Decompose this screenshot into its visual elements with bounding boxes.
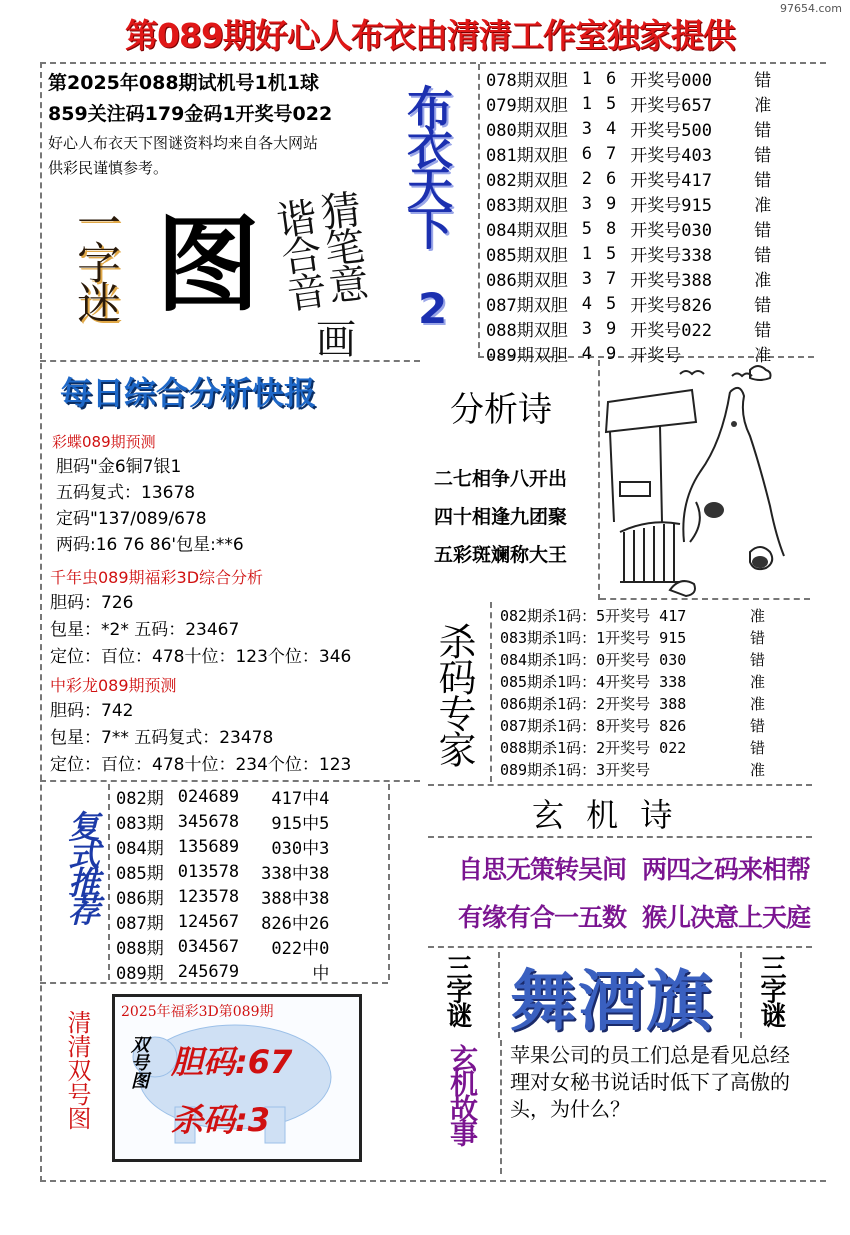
qiannianchong-title: 千年虫089期福彩3D综合分析 xyxy=(50,568,264,587)
history-draw: 开奖号417 xyxy=(630,171,712,191)
compound-result: 915中5 xyxy=(271,814,330,834)
xuanji-line1-right: 两四之码来相帮 xyxy=(642,855,811,884)
history-draw: 开奖号826 xyxy=(630,296,712,316)
frame-left-border xyxy=(40,62,42,1182)
history-draw: 开奖号388 xyxy=(630,271,712,291)
history-digit2: 7 xyxy=(605,143,617,164)
history-digit1: 5 xyxy=(581,218,592,239)
history-digit2: 7 xyxy=(605,268,617,289)
caidie-line2: 五码复式：13678 xyxy=(56,483,196,503)
compound-result: 417中4 xyxy=(271,789,330,809)
history-digit2: 9 xyxy=(605,343,617,364)
history-result: 准 xyxy=(754,96,772,116)
history-period: 082期双胆 xyxy=(486,171,568,191)
kill-code-text: 089期杀1码：3开奖号 xyxy=(500,760,651,779)
story-text: 苹果公司的员工们总是看见总经理对女秘书说话时低下了高傲的头，为什么？ xyxy=(510,1043,790,1121)
table-row xyxy=(500,692,765,714)
table-row xyxy=(486,266,771,291)
history-result: 错 xyxy=(754,321,772,341)
compound-combo: 135689 xyxy=(177,836,240,857)
puzzle-image xyxy=(48,187,378,363)
history-period: 086期双胆 xyxy=(486,271,568,291)
history-digit1: 3 xyxy=(581,193,592,214)
compound-result: 中 xyxy=(312,964,330,984)
table-row xyxy=(500,736,765,758)
kill-code-result: 错 xyxy=(750,738,766,757)
table-row xyxy=(486,216,771,241)
qingqing-sha-label: 杀码:3 xyxy=(171,1101,271,1139)
intro-line-focus: 859关注码179金码1开奖号022 xyxy=(48,103,333,125)
history-result: 错 xyxy=(754,71,772,91)
scene-sketch-icon xyxy=(600,362,810,598)
puzzle-right-col3: 画 xyxy=(316,317,356,363)
history-result: 错 xyxy=(754,171,772,191)
history-digit1: 1 xyxy=(581,68,592,89)
sketch-illustration xyxy=(600,362,810,600)
history-digit2: 4 xyxy=(605,118,617,139)
xuanji-line1-left: 自思无策转吴间 xyxy=(458,855,627,884)
kill-code-box xyxy=(490,602,804,782)
zhongcailong-line3: 定位：百位：478十位：234个位：123 xyxy=(50,755,352,775)
table-row xyxy=(486,66,771,91)
kill-code-result: 准 xyxy=(750,606,766,625)
history-digit1: 3 xyxy=(581,268,592,289)
compound-combo: 024689 xyxy=(177,786,240,807)
compound-combo: 124567 xyxy=(177,911,240,932)
three-char-left-box xyxy=(438,952,500,1038)
history-result: 错 xyxy=(754,146,772,166)
caidie-line1: 胆码"金6铜7银1 xyxy=(56,457,182,477)
three-char-right-box xyxy=(740,952,806,1038)
poem-title: 分析诗 xyxy=(450,390,552,430)
history-period: 085期双胆 xyxy=(486,246,568,266)
caidie-title: 彩蝶089期预测 xyxy=(52,433,156,451)
caidie-line3: 定码"137/089/678 xyxy=(56,509,207,529)
history-digit2: 5 xyxy=(605,93,617,114)
history-digit2: 9 xyxy=(605,193,617,214)
table-row xyxy=(500,604,765,626)
compound-period: 088期 xyxy=(116,939,164,959)
table-row xyxy=(486,191,771,216)
kill-code-text: 087期杀1码：8开奖号 826 xyxy=(500,716,687,735)
kill-code-title: 杀码专家 xyxy=(432,622,476,766)
poem-line1: 二七相争八开出 xyxy=(434,468,568,490)
kill-code-result: 准 xyxy=(750,760,766,779)
history-period: 088期双胆 xyxy=(486,321,568,341)
kill-code-result: 错 xyxy=(750,628,766,647)
story-box xyxy=(500,1040,794,1174)
compound-combo: 034567 xyxy=(177,936,240,957)
poem-line2: 四十相逢九团聚 xyxy=(434,506,568,528)
history-period: 083期双胆 xyxy=(486,196,568,216)
history-digit1: 1 xyxy=(581,93,592,114)
history-result: 错 xyxy=(754,121,772,141)
qiannianchong-section xyxy=(50,566,420,671)
qingqing-box-title: 2025年福彩3D第089期 xyxy=(121,1004,274,1020)
table-row xyxy=(116,809,329,834)
puzzle-right-col2: 猜笔意 xyxy=(312,187,370,304)
history-digit1: 4 xyxy=(581,343,592,364)
history-digit1: 6 xyxy=(581,143,592,164)
compound-result: 022中0 xyxy=(271,939,330,959)
puzzle-right-col1: 谐合音 xyxy=(267,195,329,312)
qingqing-box-side: 双号图 xyxy=(128,1035,149,1089)
compound-result: 030中3 xyxy=(271,839,330,859)
qiannianchong-line3: 定位：百位：478十位：123个位：346 xyxy=(50,647,352,667)
history-draw: 开奖号000 xyxy=(630,71,712,91)
table-row xyxy=(486,116,771,141)
table-row xyxy=(500,648,765,670)
history-draw: 开奖号022 xyxy=(630,321,712,341)
qingqing-box xyxy=(112,994,362,1162)
history-draw: 开奖号403 xyxy=(630,146,712,166)
compound-title: 复式推荐 xyxy=(63,810,101,922)
table-row xyxy=(500,670,765,692)
history-digit2: 9 xyxy=(605,318,617,339)
history-digit2: 5 xyxy=(605,243,617,264)
history-digit2: 6 xyxy=(605,68,617,89)
intro-line-source: 好心人布衣天下图谜资料均来自各大网站 xyxy=(48,134,319,152)
three-char-right-label: 三字谜 xyxy=(756,954,786,1026)
history-box xyxy=(478,64,814,366)
history-result: 准 xyxy=(754,271,772,291)
compound-result: 388中38 xyxy=(261,889,330,909)
zhongcailong-line1: 胆码：742 xyxy=(50,701,134,721)
zhongcailong-title: 中彩龙089期预测 xyxy=(50,676,177,695)
table-row xyxy=(500,714,765,736)
table-row xyxy=(116,884,329,909)
history-draw: 开奖号657 xyxy=(630,96,712,116)
xuanji-line2-left: 有缘有合一五数 xyxy=(458,903,627,932)
qingqing-side-label: 清清双号图 xyxy=(63,1010,91,1130)
compound-table xyxy=(116,784,329,984)
qiannianchong-line2: 包星：*2* 五码：23467 xyxy=(50,620,240,640)
table-row xyxy=(116,834,329,859)
history-period: 079期双胆 xyxy=(486,96,568,116)
intro-line-trial: 第2025年088期试机号1机1球 xyxy=(48,72,319,94)
table-row xyxy=(486,291,771,316)
kill-code-result: 错 xyxy=(750,716,766,735)
compound-period: 087期 xyxy=(116,914,164,934)
brand-vertical-number: 2 xyxy=(418,284,448,333)
table-row xyxy=(500,626,765,648)
compound-period: 082期 xyxy=(116,789,164,809)
table-row xyxy=(116,859,329,884)
brand-vertical-text: 布衣天下 xyxy=(400,84,454,244)
history-period: 078期双胆 xyxy=(486,71,568,91)
divider-kill-code xyxy=(428,784,812,786)
history-draw: 开奖号915 xyxy=(630,196,712,216)
table-row xyxy=(116,934,329,959)
kill-code-text: 084期杀1吗：0开奖号 030 xyxy=(500,650,687,669)
poem-line3: 五彩斑斓称大王 xyxy=(434,544,568,566)
kill-code-text: 085期杀1吗：4开奖号 338 xyxy=(500,672,687,691)
zhongcailong-line2: 包星：7** 五码复式：23478 xyxy=(50,728,274,748)
poem-box xyxy=(428,360,600,600)
table-row xyxy=(500,758,765,780)
compound-period: 089期 xyxy=(116,964,164,984)
qiannianchong-line1: 胆码：726 xyxy=(50,593,134,613)
history-period: 084期双胆 xyxy=(486,221,568,241)
history-result: 准 xyxy=(754,346,772,366)
table-row xyxy=(486,91,771,116)
history-digit1: 3 xyxy=(581,318,592,339)
daily-report-title: 每日综合分析快报 xyxy=(60,374,317,412)
table-row xyxy=(486,166,771,191)
history-digit1: 2 xyxy=(581,168,592,189)
compound-combo: 123578 xyxy=(177,886,240,907)
history-result: 错 xyxy=(754,221,772,241)
history-digit2: 6 xyxy=(605,168,617,189)
compound-period: 084期 xyxy=(116,839,164,859)
table-row xyxy=(116,784,329,809)
history-digit1: 1 xyxy=(581,243,592,264)
puzzle-center-word: 图 xyxy=(156,203,261,326)
divider-analysis xyxy=(40,780,420,782)
page-title: 第089期好心人布衣由清清工作室独家提供 xyxy=(125,16,735,55)
compound-period: 086期 xyxy=(116,889,164,909)
history-period: 081期双胆 xyxy=(486,146,568,166)
history-table xyxy=(486,66,771,366)
kill-code-table xyxy=(500,604,765,780)
history-digit2: 5 xyxy=(605,293,617,314)
history-result: 准 xyxy=(754,196,772,216)
xuanji-line2-right: 猴儿决意上天庭 xyxy=(642,903,811,932)
frame-bottom-border xyxy=(40,1180,826,1182)
divider-intro xyxy=(40,360,420,362)
puzzle-left-word: 一字迷 xyxy=(69,200,120,320)
xuanji-poem-title: 玄 机 诗 xyxy=(532,796,679,834)
history-draw: 开奖号030 xyxy=(630,221,712,241)
intro-line-caution: 供彩民谨慎参考。 xyxy=(48,159,169,177)
zhongcailong-section xyxy=(50,674,420,779)
history-result: 错 xyxy=(754,296,772,316)
compound-result: 826中26 xyxy=(261,914,330,934)
compound-result: 338中38 xyxy=(261,864,330,884)
compound-combo: 345678 xyxy=(177,811,240,832)
table-row xyxy=(116,909,329,934)
caidie-line4: 两码:16 76 86'包星:**6 xyxy=(56,535,244,555)
kill-code-result: 错 xyxy=(750,650,766,669)
three-char-left-label: 三字谜 xyxy=(442,954,472,1026)
table-row xyxy=(486,241,771,266)
intro-block xyxy=(48,68,418,180)
history-draw: 开奖号 xyxy=(630,346,682,366)
history-period: 080期双胆 xyxy=(486,121,568,141)
history-period: 087期双胆 xyxy=(486,296,568,316)
kill-code-text: 086期杀1码：2开奖号 388 xyxy=(500,694,687,713)
history-digit2: 8 xyxy=(605,218,617,239)
kill-code-text: 088期杀1码：2开奖号 022 xyxy=(500,738,687,757)
three-char-center-text: 舞酒旗 xyxy=(510,963,714,1040)
history-draw: 开奖号500 xyxy=(630,121,712,141)
kill-code-result: 准 xyxy=(750,694,766,713)
xuanji-poem-box xyxy=(428,836,812,948)
table-row xyxy=(486,141,771,166)
kill-code-text: 083期杀1吗：1开奖号 915 xyxy=(500,628,687,647)
compound-period: 083期 xyxy=(116,814,164,834)
compound-box xyxy=(108,784,390,984)
history-result: 错 xyxy=(754,246,772,266)
compound-period: 085期 xyxy=(116,864,164,884)
history-digit1: 4 xyxy=(581,293,592,314)
story-side-label: 玄机故事 xyxy=(446,1044,479,1144)
history-period: 089期双胆 xyxy=(486,346,568,366)
history-digit1: 3 xyxy=(581,118,592,139)
divider-compound xyxy=(40,982,388,984)
qingqing-dan-label: 胆码:67 xyxy=(171,1043,293,1081)
table-row xyxy=(486,316,771,341)
compound-combo: 013578 xyxy=(177,861,240,882)
kill-code-result: 准 xyxy=(750,672,766,691)
kill-code-text: 082期杀1码：5开奖号 417 xyxy=(500,606,687,625)
history-draw: 开奖号338 xyxy=(630,246,712,266)
compound-combo: 245679 xyxy=(177,961,240,982)
site-watermark: 97654.com xyxy=(780,2,842,15)
caidie-section xyxy=(52,430,422,558)
table-row xyxy=(116,959,329,984)
